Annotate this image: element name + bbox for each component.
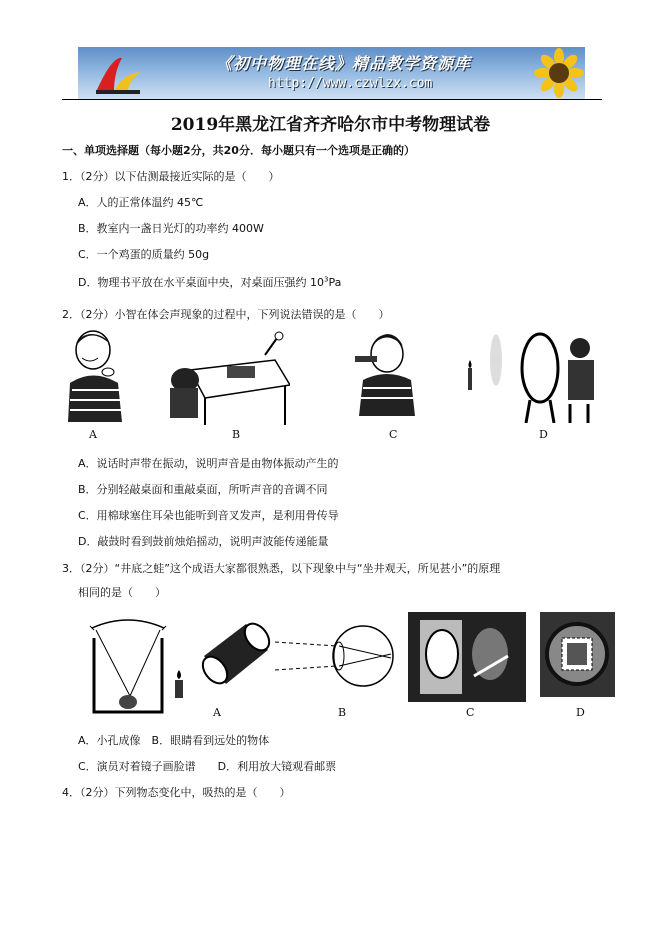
q2-option-d: D．敲鼓时看到鼓前烛焰摇动，说明声波能传递能量 [78,535,329,548]
q2-figure-a-label: A [89,428,97,441]
q3-stem: 3．（2分）“井底之蛙”这个成语大家都很熟悉，以下现象中与“坐井观天，所见甚小”的原理 [62,562,501,575]
q4-stem: 4．（2分）下列物态变化中，吸热的是（ ） [62,786,291,799]
header-banner [78,47,585,99]
q3-figure-d-magnifier-stamp [540,612,615,697]
q2-figure-c-label: C [389,428,398,441]
exam-title: 2019年黑龙江省齐齐哈尔市中考物理试卷 [170,115,491,135]
q2-option-b: B．分别轻敲桌面和重敲桌面，所听声音的音调不同 [78,483,328,496]
sunflower-icon [533,47,585,99]
q3-stem-continued: 相同的是（ ） [78,586,166,599]
q1-option-d-text: D．物理书平放在水平桌面中央，对桌面压强约 10 [78,276,324,289]
q2-figure-d-drum-candle [460,328,605,423]
q3-well-frog-figure [82,608,174,718]
q2-figure-c-tuning-fork [345,328,425,418]
q3-options-ab: A．小孔成像 B．眼睛看到远处的物体 [78,734,270,747]
q1-stem: 1．（2分）以下估测最接近实际的是（ ） [62,170,280,183]
section-heading: 一、单项选择题（每小题2分，共20分．每小题只有一个选项是正确的） [62,144,415,157]
q3-figure-c-label: C [466,706,475,719]
q2-figure-b-label: B [232,428,241,441]
q3-figure-a-label: A [213,706,221,719]
banner-url: http://www.czwlzx.com [268,76,433,91]
q1-option-a: A．人的正常体温约 45℃ [78,196,204,209]
q3-figure-b-eye-diagram [275,614,400,699]
q3-options-cd: C．演员对着镜子画脸谱 D．利用放大镜观看邮票 [78,760,337,773]
candle-icon [172,670,186,698]
banner-slogan: 《初中物理在线》精品教学资源库 [216,54,472,73]
q2-stem: 2．（2分）小智在体会声现象的过程中，下列说法错误的是（ ） [62,308,390,321]
q2-figure-b-desk [165,330,290,425]
q2-option-c: C．用棉球塞住耳朵也能听到音叉发声，是利用骨传导 [78,509,339,522]
q1-option-d-unit: Pa [328,276,342,289]
q1-option-d-exponent: 3 [323,275,329,284]
logo-icon [92,52,144,96]
header-rule [62,99,602,100]
q2-option-a: A．说话时声带在振动，说明声音是由物体振动产生的 [78,457,339,470]
q1-option-d [78,274,341,290]
q3-figure-a-pinhole-camera [198,620,273,695]
q2-figure-d-label: D [539,428,548,441]
q3-figure-d-label: D [576,706,585,719]
q2-figure-a-speaking [60,328,135,423]
q1-option-c: C．一个鸡蛋的质量约 50g [78,248,210,261]
q1-option-b: B．教室内一盏日光灯的功率约 400W [78,222,264,235]
q3-figure-b-label: B [338,706,347,719]
q3-figure-c-mirror-makeup [408,612,526,702]
